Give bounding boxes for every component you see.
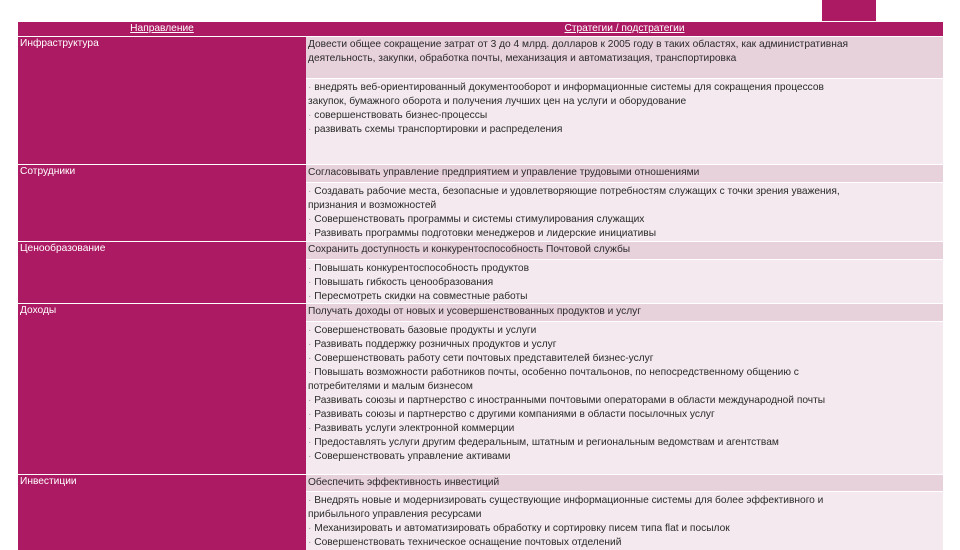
detail-item: · Совершенствовать базовые продукты и услуги [308, 324, 941, 338]
detail-item: · Повышать гибкость ценообразования [308, 276, 941, 290]
category-pricing: Ценообразование [18, 241, 306, 303]
strategy-table [18, 22, 943, 550]
strategy-lead [306, 36, 943, 78]
detail-item: · Развивать программы подготовки менеджеров и лидерские инициативы [308, 227, 941, 241]
category-employees: Сотрудники [18, 164, 306, 241]
category-revenue: Доходы [18, 303, 306, 474]
lead-line: Обеспечить эффективность инвестиций [308, 477, 500, 488]
detail-item: · развивать схемы транспортировки и распределения [308, 123, 941, 137]
strategy-details [306, 491, 943, 550]
detail-item: · Развивать услуги электронной коммерции [308, 422, 941, 436]
header-strategies: Стратегии / подстратегии [306, 22, 943, 36]
category-infrastructure: Инфраструктура [18, 36, 306, 164]
table-row [18, 36, 943, 164]
strategy-lead [306, 303, 943, 321]
detail-item: · Предоставлять услуги другим федеральным, штатным и региональным ведомствам и агентствам [308, 436, 941, 450]
detail-item: · Механизировать и автоматизировать обработку и сортировку писем типа flat и посылок [308, 522, 941, 536]
detail-item: · Внедрять новые и модернизировать существующие информационные системы для более эффективного и [308, 494, 941, 508]
table-row [18, 241, 943, 303]
detail-item-cont: признания и возможностей [308, 200, 437, 211]
detail-item: · Совершенствовать программы и системы стимулирования служащих [308, 213, 941, 227]
strategy-details [306, 321, 943, 474]
lead-line: Получать доходы от новых и усовершенствованных продуктов и услуг [308, 306, 641, 317]
lead-line: Согласовывать управление предприятием и управление трудовыми отношениями [308, 167, 700, 178]
table-header [18, 22, 943, 36]
strategy-details [306, 259, 943, 303]
lead-line: деятельность, закупки, обработка почты, механизация и автоматизация, транспортировка [308, 53, 737, 64]
strategy-details [306, 182, 943, 241]
lead-line: Сохранить доступность и конкурентоспособность Почтовой службы [308, 244, 631, 255]
accent-block [822, 0, 876, 21]
detail-item-cont: закупок, бумажного оборота и получения лучших цен на услуги и оборудование [308, 96, 687, 107]
table-row [18, 164, 943, 241]
detail-item: · Создавать рабочие места, безопасные и удовлетворяющие потребностям служащих с точки зрения уважения, [308, 185, 941, 199]
detail-item-cont: прибыльного управления ресурсами [308, 509, 482, 520]
detail-item: · Повышать конкурентоспособность продуктов [308, 262, 941, 276]
detail-item: · Совершенствовать техническое оснащение почтовых отделений [308, 536, 941, 550]
strategy-lead [306, 164, 943, 182]
detail-item: · Совершенствовать работу сети почтовых представителей бизнес-услуг [308, 352, 941, 366]
detail-item: · Повышать возможности работников почты, особенно почтальонов, по непосредственному общению с [308, 366, 941, 380]
detail-item: · совершенствовать бизнес-процессы [308, 109, 941, 123]
detail-item: · Пересмотреть скидки на совместные работы [308, 290, 941, 304]
strategy-lead [306, 241, 943, 259]
table-row [18, 303, 943, 474]
table-row [18, 474, 943, 550]
detail-item: · внедрять веб-ориентированный документооборот и информационные системы для сокращения процессов [308, 81, 941, 95]
detail-item: · Развивать союзы и партнерство с другими компаниями в области посылочных услуг [308, 408, 941, 422]
strategy-lead [306, 474, 943, 491]
detail-item-cont: потребителями и малым бизнесом [308, 381, 473, 392]
strategy-details [306, 78, 943, 164]
category-investments: Инвестиции [18, 474, 306, 550]
header-direction: Направление [18, 22, 306, 36]
detail-item: · Развивать союзы и партнерство с иностранными почтовыми операторами в области международной почты [308, 394, 941, 408]
lead-line: Довести общее сокращение затрат от 3 до 4 млрд. долларов к 2005 году в таких областях, как административная [308, 39, 849, 50]
detail-item: · Развивать поддержку розничных продуктов и услуг [308, 338, 941, 352]
detail-item: · Совершенствовать управление активами [308, 450, 941, 464]
